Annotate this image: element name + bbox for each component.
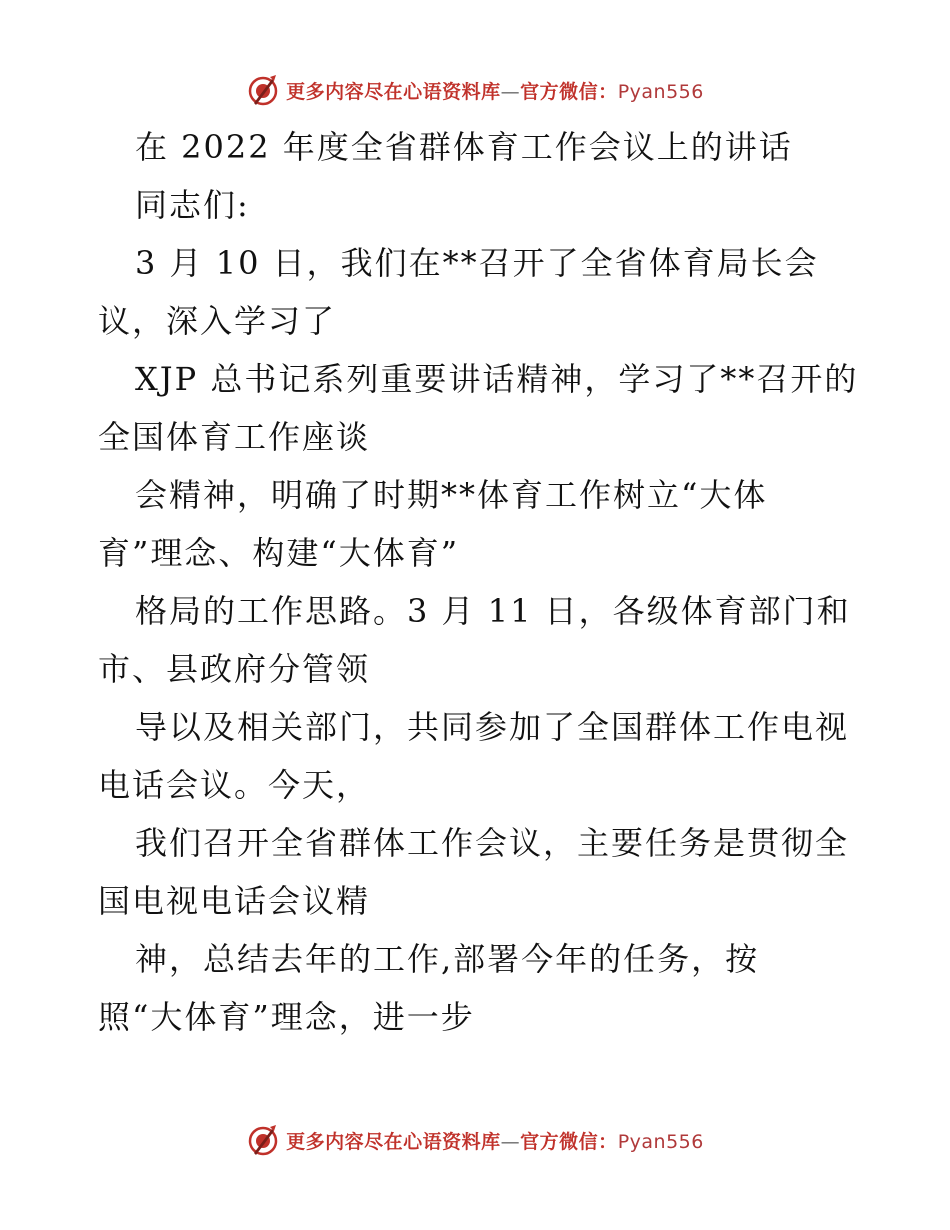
watermark-header bbox=[0, 70, 950, 110]
watermark-dash: — bbox=[500, 1130, 521, 1153]
paragraph-line: 神，总结去年的工作,部署今年的任务，按 bbox=[135, 940, 760, 978]
paragraph-line: 会精神，明确了时期**体育工作树立“大体 bbox=[135, 476, 768, 514]
paragraph-line: 育”理念、构建“大体育” bbox=[98, 534, 460, 572]
watermark-site-name: 更多内容尽在心语资料库 bbox=[286, 1130, 501, 1153]
paragraph-line: 议，深入学习了 bbox=[98, 302, 337, 340]
paragraph-line: 照“大体育”理念，进一步 bbox=[98, 998, 475, 1036]
watermark-site-name: 更多内容尽在心语资料库 bbox=[286, 80, 501, 103]
quill-logo-icon bbox=[246, 73, 280, 107]
watermark-official-label: 官方微信： bbox=[520, 80, 618, 103]
paragraph-line: 格局的工作思路。3 月 11 日，各级体育部门和 bbox=[135, 592, 851, 630]
paragraph-line: 全国体育工作座谈 bbox=[98, 418, 371, 456]
paragraph-line: 我们召开全省群体工作会议，主要任务是贯彻全 bbox=[135, 824, 850, 862]
salutation: 同志们: bbox=[135, 186, 250, 224]
document-title: 在 2022 年度全省群体育工作会议上的讲话 bbox=[135, 128, 793, 166]
watermark-official-label: 官方微信： bbox=[520, 1130, 618, 1153]
paragraph-line: XJP 总书记系列重要讲话精神，学习了**召开的 bbox=[135, 360, 859, 398]
watermark-wechat-id: Pyan556 bbox=[617, 1130, 704, 1153]
watermark-footer bbox=[0, 1120, 950, 1160]
quill-logo-icon bbox=[246, 1123, 280, 1157]
paragraph-line: 电话会议。今天， bbox=[98, 766, 371, 804]
paragraph-line: 市、县政府分管领 bbox=[98, 650, 371, 688]
watermark-dash: — bbox=[500, 80, 521, 103]
paragraph-line: 3 月 10 日，我们在**召开了全省体育局长会 bbox=[135, 244, 819, 282]
paragraph-line: 导以及相关部门，共同参加了全国群体工作电视 bbox=[135, 708, 850, 746]
watermark-wechat-id: Pyan556 bbox=[617, 80, 704, 103]
paragraph-line: 国电视电话会议精 bbox=[98, 882, 371, 920]
watermark-text bbox=[286, 1127, 704, 1154]
watermark-text bbox=[286, 77, 704, 104]
